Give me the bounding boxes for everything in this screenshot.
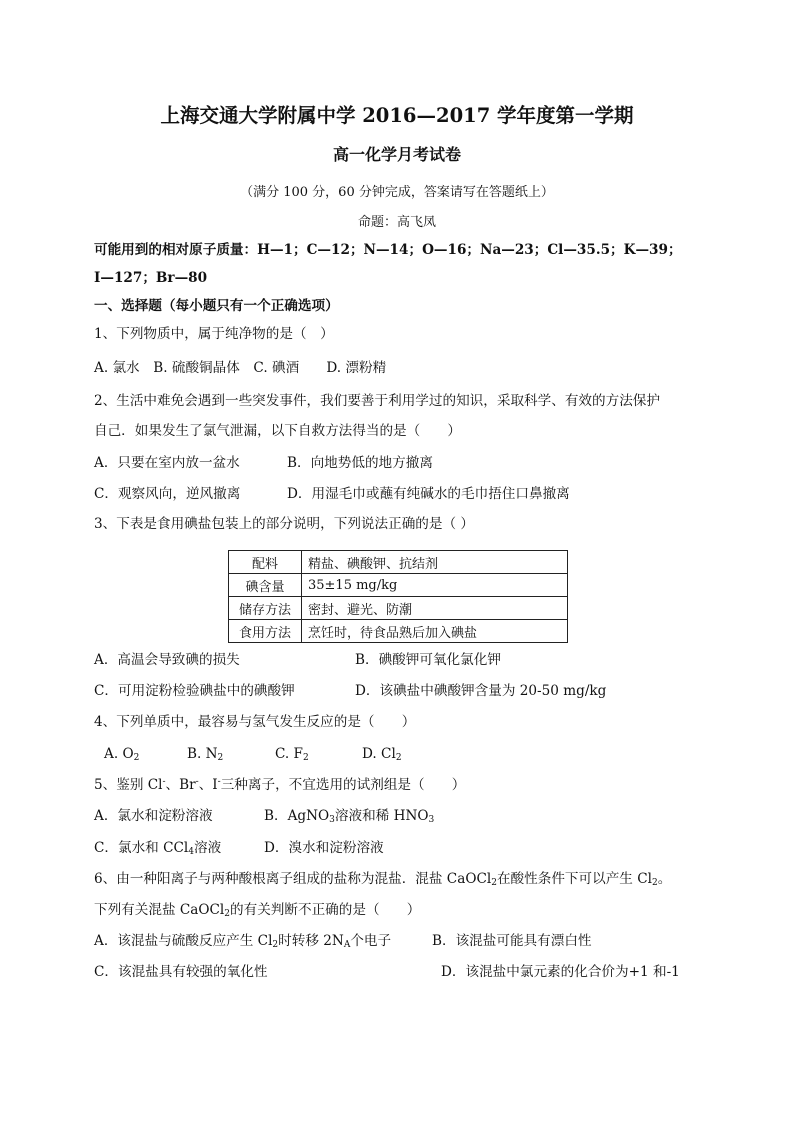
q4-option-a: A. $O_2$: [104, 746, 140, 763]
q5-option-d: D．溴水和淀粉溶液: [264, 840, 384, 856]
q5-option-b: B．AgNO$_3$溶液和稀 $HNO_3$: [264, 808, 435, 825]
q2-stem-line2: 自己．如果发生了氯气泄漏，以下自救方法得当的是（ ）: [94, 423, 462, 439]
q3-option-d: D．该碘盐中碘酸钾含量为 20-50 mg/kg: [355, 683, 607, 699]
q2-option-a: A．只要在室内放一盆水: [94, 455, 240, 471]
q6-stem-line1: 6、由一种阳离子与两种酸根离子组成的盐称为混盐．混盐 CaOCl$_2$在酸性条件下可以产生 $Cl_2$。: [94, 871, 672, 888]
section-title: 一、选择题（每小题只有一个正确选项）: [94, 298, 339, 314]
atomic-masses-line1: 可能用到的相对原子质量：H—1；C—12；N—14；O—16；Na—23；Cl—35.5；K—39；: [94, 242, 682, 258]
table-key: 储存方法: [229, 597, 302, 620]
q1-options: A. 氯水 B. 硫酸铜晶体 C. 碘酒 D. 漂粉精: [94, 360, 387, 376]
q2-option-c: C．观察风向，逆风撤离: [94, 486, 241, 502]
q4-option-c: C. $F_2$: [275, 746, 309, 763]
table-row: [229, 551, 568, 574]
q2-stem-line1: 2、生活中难免会遇到一些突发事件，我们要善于利用学过的知识，采取科学、有效的方法保护: [94, 393, 660, 409]
table-value: 精盐、碘酸钾、抗结剂: [302, 551, 568, 574]
q4-option-d: D. $Cl_2$: [362, 746, 402, 763]
q5-stem: 5、鉴别 Cl-、Br-、I-三种离子，不宜选用的试剂组是（ ）: [94, 777, 466, 793]
table-row: [229, 597, 568, 620]
table-key: 碘含量: [229, 574, 302, 597]
q4-option-b: B. $N_2$: [187, 746, 224, 763]
table-value: 35±15 mg/kg: [302, 574, 568, 597]
q3-stem: 3、下表是食用碘盐包装上的部分说明，下列说法正确的是（ ）: [94, 516, 474, 532]
table-value: 烹饪时，待食品熟后加入碘盐: [302, 620, 568, 643]
q6-option-c: C．该混盐具有较强的氧化性: [94, 964, 268, 980]
q3-option-c: C．可用淀粉检验碘盐中的碘酸钾: [94, 683, 295, 699]
exam-note: （满分 100 分，60 分钟完成，答案请写在答题纸上）: [240, 185, 554, 200]
q3-option-a: A．高温会导致碘的损失: [94, 652, 240, 668]
exam-author: 命题：高飞凤: [357, 215, 436, 230]
q2-option-b: B．向地势低的地方撤离: [287, 455, 433, 471]
atomic-masses-line2: I—127；Br—80: [94, 270, 208, 286]
q6-option-a: A．该混盐与硫酸反应产生 $Cl_2$时转移 $2N_A$个电子: [94, 933, 392, 950]
q6-option-b: B．该混盐可能具有漂白性: [432, 933, 592, 949]
q1-stem: 1、下列物质中，属于纯净物的是（ ）: [94, 326, 334, 342]
table-row: [229, 574, 568, 597]
table-key: 食用方法: [229, 620, 302, 643]
iodized-salt-table: [228, 550, 568, 643]
q5-option-a: A．氯水和淀粉溶液: [94, 808, 213, 824]
q5-option-c: C．氯水和 CCl$_4$溶液: [94, 840, 222, 857]
q6-stem-line2: 下列有关混盐 CaOCl$_2$的有关判断不正确的是（ ）: [94, 902, 421, 919]
exam-title: 高一化学月考试卷: [332, 145, 461, 164]
table-key: 配料: [229, 551, 302, 574]
school-title: 上海交通大学附属中学 2016—2017 学年度第一学期: [160, 104, 634, 127]
q3-option-b: B．碘酸钾可氧化氯化钾: [355, 652, 501, 668]
table-value: 密封、避光、防潮: [302, 597, 568, 620]
q6-option-d: D．该混盐中氯元素的化合价为+1 和-1: [441, 964, 680, 980]
table-row: [229, 620, 568, 643]
q4-stem: 4、下列单质中，最容易与氢气发生反应的是（ ）: [94, 714, 416, 730]
q2-option-d: D．用湿毛巾或蘸有纯碱水的毛巾捂住口鼻撤离: [287, 486, 570, 502]
